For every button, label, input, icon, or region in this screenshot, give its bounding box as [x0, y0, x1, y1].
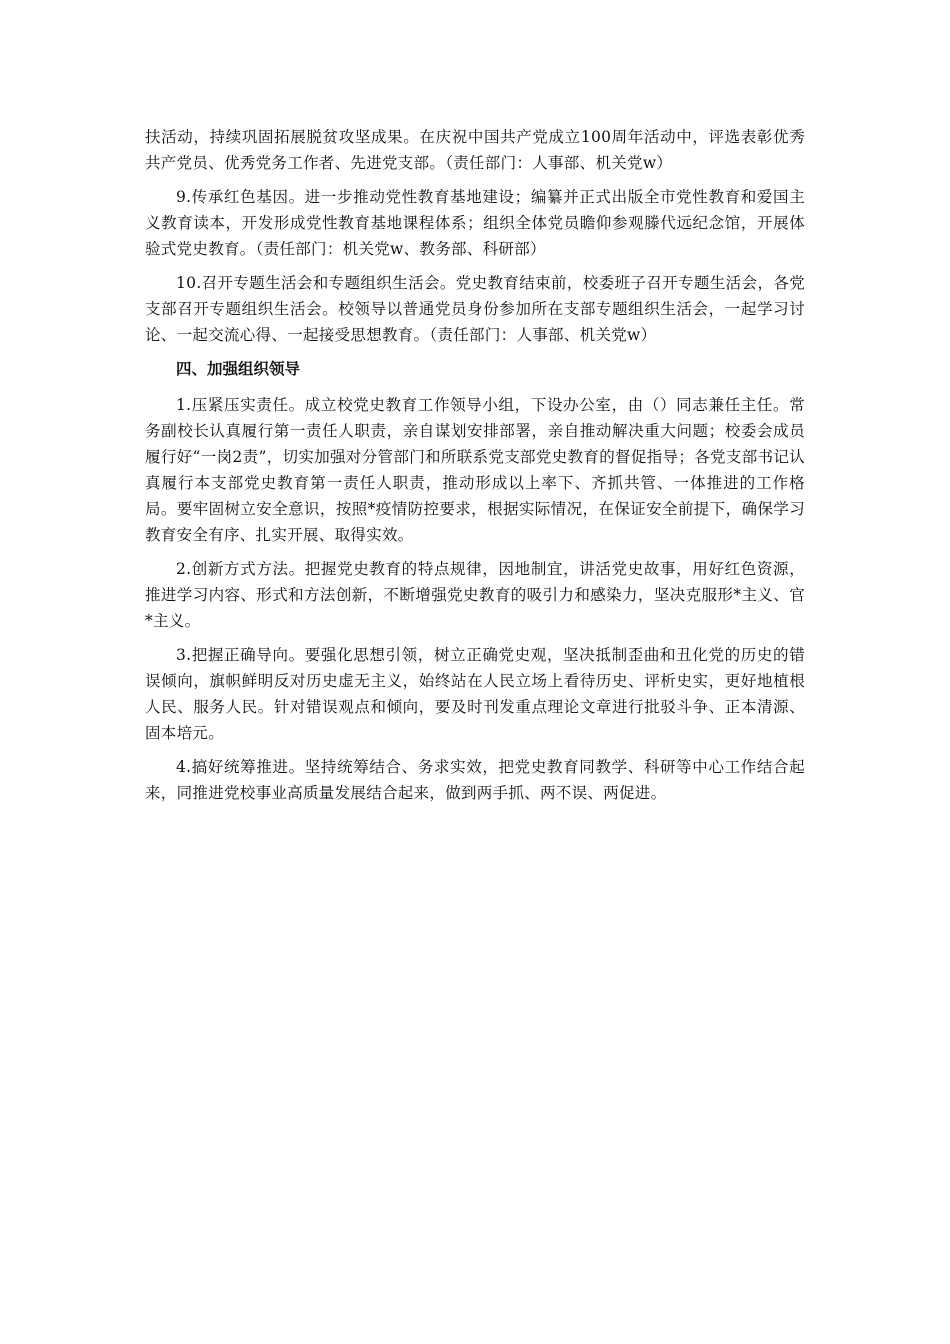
- paragraph-item-10: 10.召开专题生活会和专题组织生活会。党史教育结束前，校委班子召开专题生活会，各党支部召开专题组织生活会。校领导以普通党员身份参加所在支部专题组织生活会，一起学习讨论、一起交流心得、一起接受思想教育。（责任部门：人事部、机关党w）: [145, 274, 805, 344]
- paragraph-section-item-3: 3.把握正确导向。要强化思想引领，树立正确党史观，坚决抵制歪曲和丑化党的历史的错误倾向，旗帜鲜明反对历史虚无主义，始终站在人民立场上看待历史、评析史实，更好地植根人民、服务人民。针对错误观点和倾向，要及时刊发重点理论文章进行批驳斗争、正本清源、固本培元。: [145, 646, 805, 742]
- paragraph-section-item-2: 2.创新方式方法。把握党史教育的特点规律，因地制宜，讲活党史故事，用好红色资源，推进学习内容、形式和方法创新，不断增强党史教育的吸引力和感染力，坚决克服形*主义、官*主义。: [145, 560, 805, 630]
- section-heading: 四、加强组织领导: [176, 360, 301, 378]
- document-page: [145, 124, 805, 814]
- paragraph-section-item-4: 4.搞好统筹推进。坚持统筹结合、务求实效，把党史教育同教学、科研等中心工作结合起来，同推进党校事业高质量发展结合起来，做到两手抓、两不误、两促进。: [145, 758, 805, 802]
- paragraph-continuation: 扶活动，持续巩固拓展脱贫攻坚成果。在庆祝中国共产党成立100周年活动中，评选表彰优秀共产党员、优秀党务工作者、先进党支部。（责任部门：人事部、机关党w）: [145, 128, 805, 172]
- paragraph-item-9: 9.传承红色基因。进一步推动党性教育基地建设；编纂并正式出版全市党性教育和爱国主义教育读本，开发形成党性教育基地课程体系；组织全体党员瞻仰参观滕代远纪念馆，开展体验式党史教育。（责任部门：机关党w、教务部、科研部）: [145, 188, 805, 258]
- paragraph-section-item-1: 1.压紧压实责任。成立校党史教育工作领导小组，下设办公室，由（）同志兼任主任。常务副校长认真履行第一责任人职责，亲自谋划安排部署，亲自推动解决重大问题；校委会成员履行好“一岗2责”，切实加强对分管部门和所联系党支部党史教育的督促指导；各党支部书记认真履行本支部党史教育第一责任人职责，推动形成以上率下、齐抓共管、一体推进的工作格局。要牢固树立安全意识，按照*疫情防控要求，根据实际情况，在保证安全前提下，确保学习教育安全有序、扎实开展、取得实效。: [145, 396, 805, 544]
